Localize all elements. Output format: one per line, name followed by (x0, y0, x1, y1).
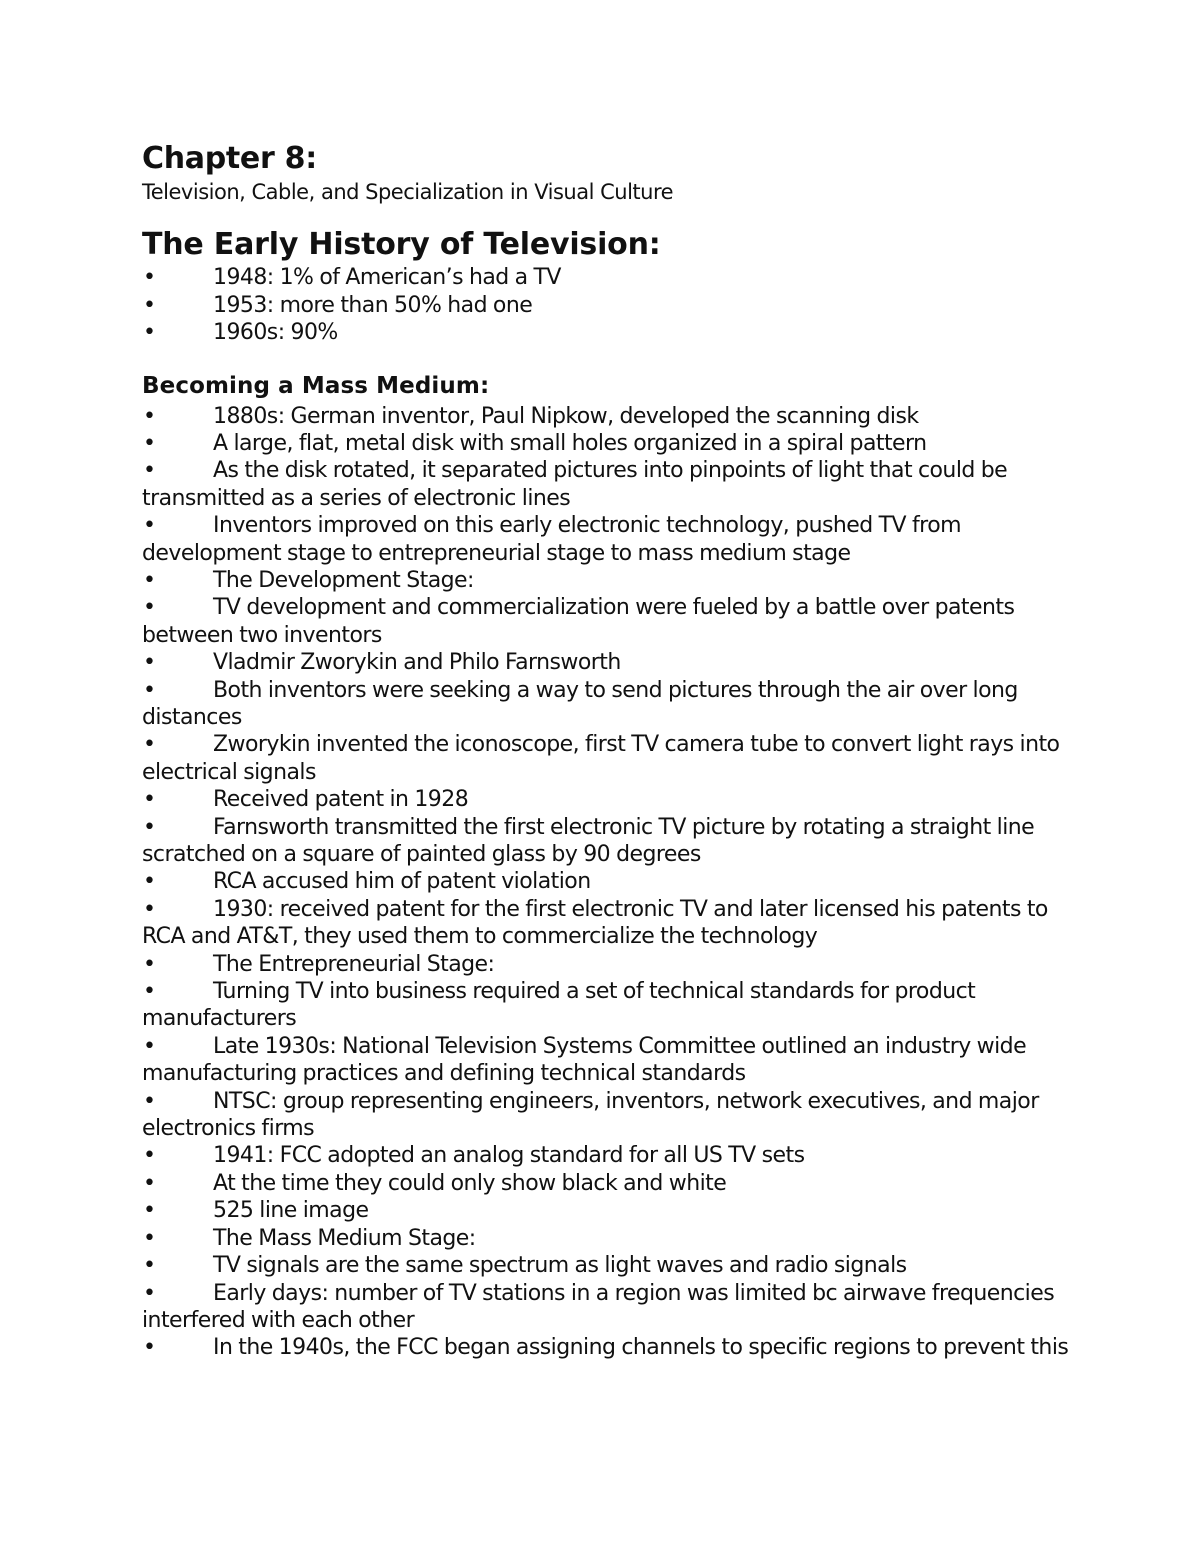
list-item-text: 1953: more than 50% had one (213, 292, 533, 318)
list-item (142, 430, 1072, 457)
chapter-subtitle: Television, Cable, and Specialization in Visual Culture (142, 180, 674, 204)
bullet-icon: • (143, 1088, 156, 1114)
list-item-text: 1880s: German inventor, Paul Nipkow, developed the scanning disk (213, 403, 919, 429)
list-item-text: RCA accused him of patent violation (213, 869, 591, 895)
list-item (142, 264, 1072, 292)
list-item-text: 1941: FCC adopted an analog standard for all US TV sets (213, 1143, 805, 1169)
bullet-icon: • (143, 595, 156, 621)
list-item-text: The Entrepreneurial Stage: (213, 951, 495, 977)
bullet-icon: • (143, 1033, 156, 1059)
bullet-icon: • (143, 1225, 156, 1251)
list-item-text: The Mass Medium Stage: (213, 1225, 476, 1251)
bullet-icon: • (143, 1253, 156, 1279)
list-item (142, 403, 1072, 430)
section-heading-early-history: The Early History of Television: (142, 227, 661, 262)
bullet-icon: • (143, 951, 156, 977)
early-history-list (142, 264, 1072, 347)
list-item (142, 292, 1072, 320)
bullet-icon: • (143, 1143, 156, 1169)
list-item (142, 457, 1072, 512)
bullet-icon: • (143, 869, 156, 895)
list-item-text: At the time they could only show black and white (213, 1170, 727, 1196)
list-item-text: Farnsworth transmitted the first electronic TV picture by rotating a straight line scratched on a square of painted glass by 90 degrees (142, 814, 1035, 867)
list-item (142, 649, 1072, 676)
list-item-text: 1960s: 90% (213, 320, 338, 345)
list-item-text: Late 1930s: National Television Systems Committee outlined an industry wide manufacturing practices and defining technical standards (142, 1033, 1027, 1087)
list-item (142, 594, 1072, 649)
list-item (142, 1197, 1072, 1224)
list-item (142, 978, 1072, 1033)
list-item-text: Both inventors were seeking a way to send pictures through the air over long distances (142, 677, 1018, 730)
list-item (142, 868, 1072, 895)
list-item-text: Inventors improved on this early electronic technology, pushed TV from development stage to entrepreneurial stage to mass medium stage (142, 513, 961, 566)
bullet-icon: • (143, 787, 156, 813)
bullet-icon: • (143, 732, 156, 758)
bullet-icon: • (143, 265, 156, 290)
list-item (142, 951, 1072, 978)
list-item-text: Vladmir Zworykin and Philo Farnsworth (213, 650, 621, 676)
list-item (142, 1170, 1072, 1197)
list-item (142, 512, 1072, 567)
list-item-text: TV development and commercialization were fueled by a battle over patents between two inventors (142, 595, 1015, 648)
list-item-text: Zworykin invented the iconoscope, first TV camera tube to convert light rays into electrical signals (142, 732, 1060, 785)
bullet-icon: • (143, 567, 156, 593)
list-item (142, 896, 1072, 951)
list-item (142, 1334, 1072, 1361)
list-item (142, 1225, 1072, 1252)
list-item (142, 1088, 1072, 1143)
list-item-text: In the 1940s, the FCC began assigning channels to specific regions to prevent this (213, 1335, 1069, 1361)
list-item (142, 1252, 1072, 1279)
list-item-text: NTSC: group representing engineers, inventors, network executives, and major electronics firms (142, 1088, 1039, 1142)
list-item (142, 731, 1072, 786)
chapter-title: Chapter 8: (142, 141, 317, 176)
list-item-text: Early days: number of TV stations in a region was limited bc airwave frequencies interfered with each other (142, 1280, 1055, 1333)
bullet-icon: • (143, 403, 156, 429)
bullet-icon: • (143, 513, 156, 539)
list-item-text: The Development Stage: (213, 567, 474, 593)
bullet-icon: • (143, 430, 156, 456)
list-item (142, 319, 1072, 347)
bullet-icon: • (143, 1280, 156, 1306)
bullet-icon: • (143, 458, 156, 484)
bullet-icon: • (143, 650, 156, 676)
bullet-icon: • (143, 320, 156, 345)
list-item (142, 1142, 1072, 1169)
document-page (142, 140, 1072, 1362)
list-item-text: 1948: 1% of American’s had a TV (213, 265, 561, 290)
mass-medium-list (142, 403, 1072, 1362)
bullet-icon: • (143, 292, 156, 318)
bullet-icon: • (143, 979, 156, 1005)
list-item-text: A large, flat, metal disk with small holes organized in a spiral pattern (213, 430, 927, 456)
list-item-text: TV signals are the same spectrum as light waves and radio signals (213, 1253, 907, 1279)
bullet-icon: • (143, 677, 156, 703)
list-item-text: Turning TV into business required a set of technical standards for product manufacturers (142, 979, 976, 1032)
section-heading-mass-medium: Becoming a Mass Medium: (142, 372, 490, 399)
list-item-text: As the disk rotated, it separated pictures into pinpoints of light that could be transmitted as a series of electronic lines (142, 458, 1008, 511)
list-item-text: 1930: received patent for the first electronic TV and later licensed his patents to RCA and AT&T, they used them to commercialize the technology (142, 896, 1048, 950)
list-item (142, 814, 1072, 869)
bullet-icon: • (143, 1170, 156, 1196)
list-item-text: Received patent in 1928 (213, 787, 469, 813)
bullet-icon: • (143, 896, 156, 922)
list-item-text: 525 line image (213, 1198, 369, 1224)
list-item (142, 1280, 1072, 1335)
list-item (142, 567, 1072, 594)
list-item (142, 1033, 1072, 1088)
list-item (142, 786, 1072, 813)
bullet-icon: • (143, 1198, 156, 1224)
list-item (142, 677, 1072, 732)
bullet-icon: • (143, 814, 156, 840)
bullet-icon: • (143, 1335, 156, 1361)
